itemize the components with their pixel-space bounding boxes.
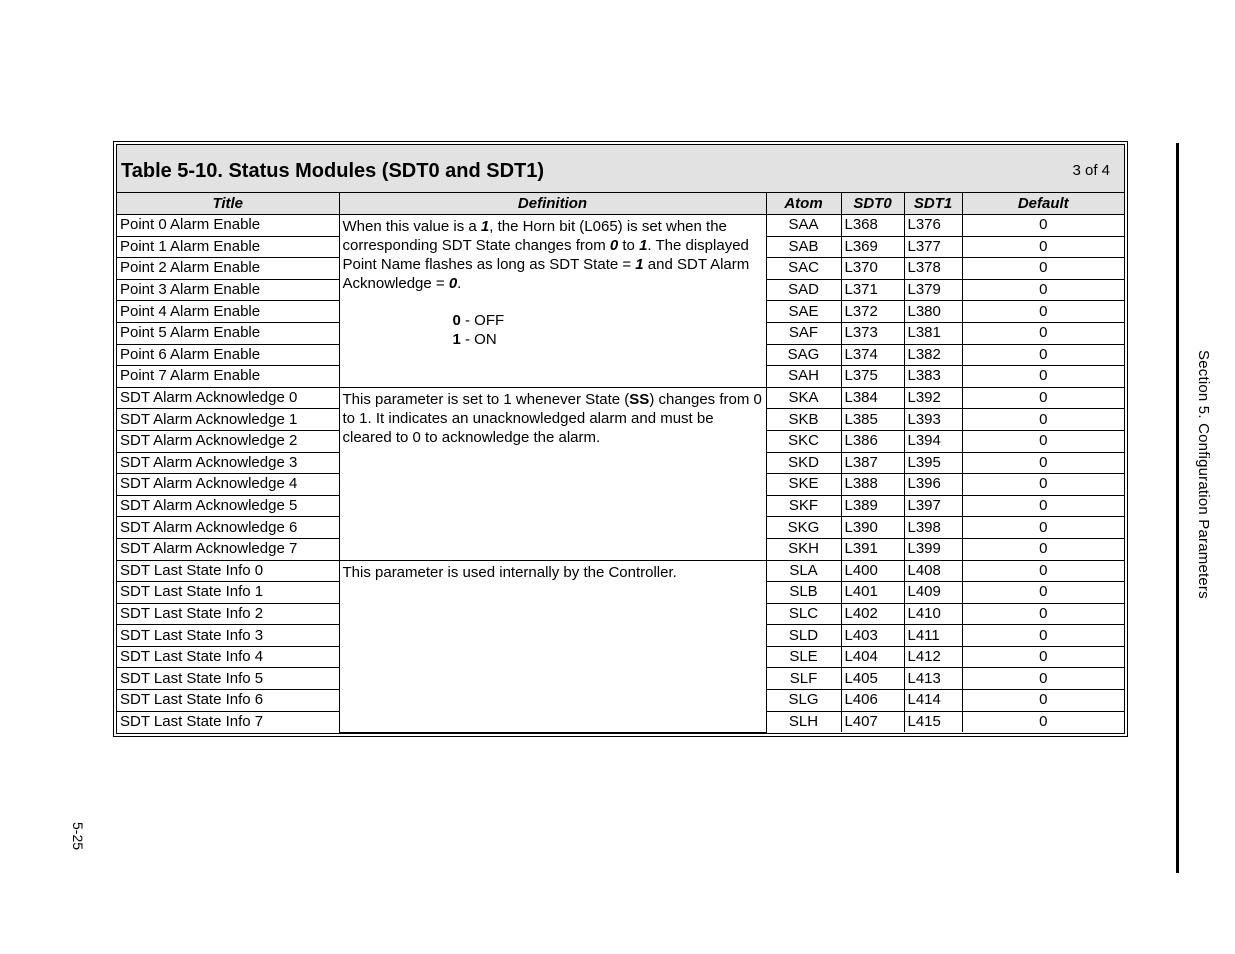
- row-atom: SKA: [766, 387, 841, 409]
- row-default: 0: [962, 625, 1124, 647]
- header-definition: Definition: [339, 193, 766, 215]
- row-default: 0: [962, 646, 1124, 668]
- row-atom: SAE: [766, 301, 841, 323]
- row-default: 0: [962, 387, 1124, 409]
- row-sdt0: L407: [841, 711, 904, 732]
- row-sdt1: L395: [904, 452, 962, 474]
- row-title: Point 3 Alarm Enable: [117, 279, 339, 301]
- row-title: Point 5 Alarm Enable: [117, 322, 339, 344]
- row-sdt0: L370: [841, 258, 904, 280]
- row-sdt1: L397: [904, 495, 962, 517]
- table-row: [117, 215, 1124, 237]
- row-title: SDT Last State Info 4: [117, 646, 339, 668]
- row-title: SDT Alarm Acknowledge 6: [117, 517, 339, 539]
- row-atom: SAC: [766, 258, 841, 280]
- row-default: 0: [962, 409, 1124, 431]
- row-atom: SLB: [766, 582, 841, 604]
- row-atom: SLA: [766, 560, 841, 582]
- header-atom: Atom: [766, 193, 841, 215]
- row-sdt0: L375: [841, 366, 904, 388]
- row-sdt0: L373: [841, 322, 904, 344]
- row-title: SDT Last State Info 7: [117, 711, 339, 732]
- row-sdt0: L404: [841, 646, 904, 668]
- row-atom: SLC: [766, 603, 841, 625]
- row-title: Point 4 Alarm Enable: [117, 301, 339, 323]
- row-default: 0: [962, 236, 1124, 258]
- section-side-label: Section 5. Configuration Parameters: [1195, 350, 1212, 599]
- row-definition: [339, 387, 766, 560]
- table-title: Table 5-10. Status Modules (SDT0 and SDT1): [121, 160, 545, 182]
- row-sdt0: L388: [841, 474, 904, 496]
- row-atom: SKE: [766, 474, 841, 496]
- row-sdt0: L402: [841, 603, 904, 625]
- row-sdt1: L415: [904, 711, 962, 732]
- row-sdt1: L378: [904, 258, 962, 280]
- row-sdt0: L400: [841, 560, 904, 582]
- row-default: 0: [962, 538, 1124, 560]
- row-sdt0: L374: [841, 344, 904, 366]
- row-default: 0: [962, 344, 1124, 366]
- row-title: SDT Last State Info 3: [117, 625, 339, 647]
- row-title: SDT Alarm Acknowledge 0: [117, 387, 339, 409]
- row-sdt0: L391: [841, 538, 904, 560]
- option-on: 1 - ON: [452, 331, 497, 348]
- row-sdt1: L414: [904, 690, 962, 712]
- table-row: [117, 387, 1124, 409]
- row-default: 0: [962, 668, 1124, 690]
- page-number: 5-25: [70, 822, 86, 851]
- row-title: Point 1 Alarm Enable: [117, 236, 339, 258]
- row-sdt1: L379: [904, 279, 962, 301]
- table-row: [117, 560, 1124, 582]
- row-sdt1: L383: [904, 366, 962, 388]
- section-divider-rule: [1176, 143, 1179, 873]
- status-modules-table: [116, 144, 1125, 734]
- row-atom: SKF: [766, 495, 841, 517]
- status-modules-table-frame: [113, 141, 1128, 737]
- definition-text: This parameter is set to 1 whenever State (SS) changes from 0 to 1. It indicates an unacknowledged alarm and must be cleared to 0 to acknowledge the alarm.: [342, 390, 762, 446]
- row-atom: SKD: [766, 452, 841, 474]
- row-sdt0: L406: [841, 690, 904, 712]
- row-sdt1: L412: [904, 646, 962, 668]
- row-sdt1: L398: [904, 517, 962, 539]
- row-atom: SAH: [766, 366, 841, 388]
- row-title: SDT Alarm Acknowledge 7: [117, 538, 339, 560]
- row-default: 0: [962, 603, 1124, 625]
- row-definition: [339, 560, 766, 732]
- row-title: Point 6 Alarm Enable: [117, 344, 339, 366]
- row-title: SDT Alarm Acknowledge 4: [117, 474, 339, 496]
- row-default: 0: [962, 452, 1124, 474]
- row-sdt1: L377: [904, 236, 962, 258]
- row-default: 0: [962, 279, 1124, 301]
- row-atom: SLF: [766, 668, 841, 690]
- row-default: 0: [962, 560, 1124, 582]
- row-atom: SAD: [766, 279, 841, 301]
- row-atom: SAF: [766, 322, 841, 344]
- row-default: 0: [962, 430, 1124, 452]
- row-default: 0: [962, 474, 1124, 496]
- row-sdt1: L393: [904, 409, 962, 431]
- header-row: [117, 193, 1124, 215]
- row-default: 0: [962, 495, 1124, 517]
- row-sdt1: L376: [904, 215, 962, 237]
- row-sdt0: L368: [841, 215, 904, 237]
- row-title: Point 2 Alarm Enable: [117, 258, 339, 280]
- row-sdt1: L392: [904, 387, 962, 409]
- row-sdt0: L389: [841, 495, 904, 517]
- row-sdt0: L385: [841, 409, 904, 431]
- row-default: 0: [962, 215, 1124, 237]
- header-title: Title: [117, 193, 339, 215]
- row-definition: [339, 215, 766, 388]
- definition-text: This parameter is used internally by the Controller.: [342, 563, 677, 581]
- row-sdt1: L380: [904, 301, 962, 323]
- row-sdt1: L408: [904, 560, 962, 582]
- row-default: 0: [962, 366, 1124, 388]
- row-title: SDT Last State Info 0: [117, 560, 339, 582]
- row-atom: SAB: [766, 236, 841, 258]
- row-atom: SLH: [766, 711, 841, 732]
- row-atom: SAG: [766, 344, 841, 366]
- row-title: SDT Alarm Acknowledge 1: [117, 409, 339, 431]
- row-sdt0: L390: [841, 517, 904, 539]
- row-title: SDT Alarm Acknowledge 2: [117, 430, 339, 452]
- row-sdt1: L381: [904, 322, 962, 344]
- row-atom: SLD: [766, 625, 841, 647]
- row-sdt0: L405: [841, 668, 904, 690]
- row-sdt1: L409: [904, 582, 962, 604]
- row-atom: SLE: [766, 646, 841, 668]
- table-page-indicator: 3 of 4: [1072, 162, 1110, 179]
- row-default: 0: [962, 258, 1124, 280]
- row-atom: SAA: [766, 215, 841, 237]
- row-sdt1: L410: [904, 603, 962, 625]
- row-atom: SKC: [766, 430, 841, 452]
- row-default: 0: [962, 322, 1124, 344]
- row-sdt1: L382: [904, 344, 962, 366]
- row-sdt1: L394: [904, 430, 962, 452]
- row-title: SDT Last State Info 2: [117, 603, 339, 625]
- row-title: SDT Alarm Acknowledge 3: [117, 452, 339, 474]
- row-title: SDT Last State Info 1: [117, 582, 339, 604]
- row-atom: SKG: [766, 517, 841, 539]
- row-sdt0: L369: [841, 236, 904, 258]
- row-title: SDT Last State Info 5: [117, 668, 339, 690]
- header-default: Default: [962, 193, 1124, 215]
- row-sdt0: L371: [841, 279, 904, 301]
- row-title: Point 7 Alarm Enable: [117, 366, 339, 388]
- row-title: Point 0 Alarm Enable: [117, 215, 339, 237]
- row-default: 0: [962, 517, 1124, 539]
- header-sdt0: SDT0: [841, 193, 904, 215]
- row-title: SDT Last State Info 6: [117, 690, 339, 712]
- row-sdt0: L372: [841, 301, 904, 323]
- row-title: SDT Alarm Acknowledge 5: [117, 495, 339, 517]
- header-sdt1: SDT1: [904, 193, 962, 215]
- row-default: 0: [962, 301, 1124, 323]
- row-sdt0: L384: [841, 387, 904, 409]
- row-atom: SKH: [766, 538, 841, 560]
- row-default: 0: [962, 690, 1124, 712]
- row-sdt1: L399: [904, 538, 962, 560]
- table-body: [117, 215, 1124, 733]
- table-title-bar: [117, 145, 1124, 193]
- row-sdt0: L387: [841, 452, 904, 474]
- row-atom: SKB: [766, 409, 841, 431]
- row-sdt1: L411: [904, 625, 962, 647]
- row-sdt1: L396: [904, 474, 962, 496]
- row-sdt0: L403: [841, 625, 904, 647]
- row-sdt0: L386: [841, 430, 904, 452]
- definition-text: When this value is a 1, the Horn bit (L065) is set when the corresponding SDT State changes from 0 to 1. The displayed Point Name flashes as long as SDT State = 1 and SDT Alarm Acknowledge = 0.: [342, 218, 750, 292]
- row-sdt1: L413: [904, 668, 962, 690]
- row-default: 0: [962, 711, 1124, 732]
- option-off: 0 - OFF: [452, 312, 505, 329]
- row-atom: SLG: [766, 690, 841, 712]
- parameter-table: [117, 193, 1124, 733]
- option-list: [453, 311, 763, 349]
- row-sdt0: L401: [841, 582, 904, 604]
- row-default: 0: [962, 582, 1124, 604]
